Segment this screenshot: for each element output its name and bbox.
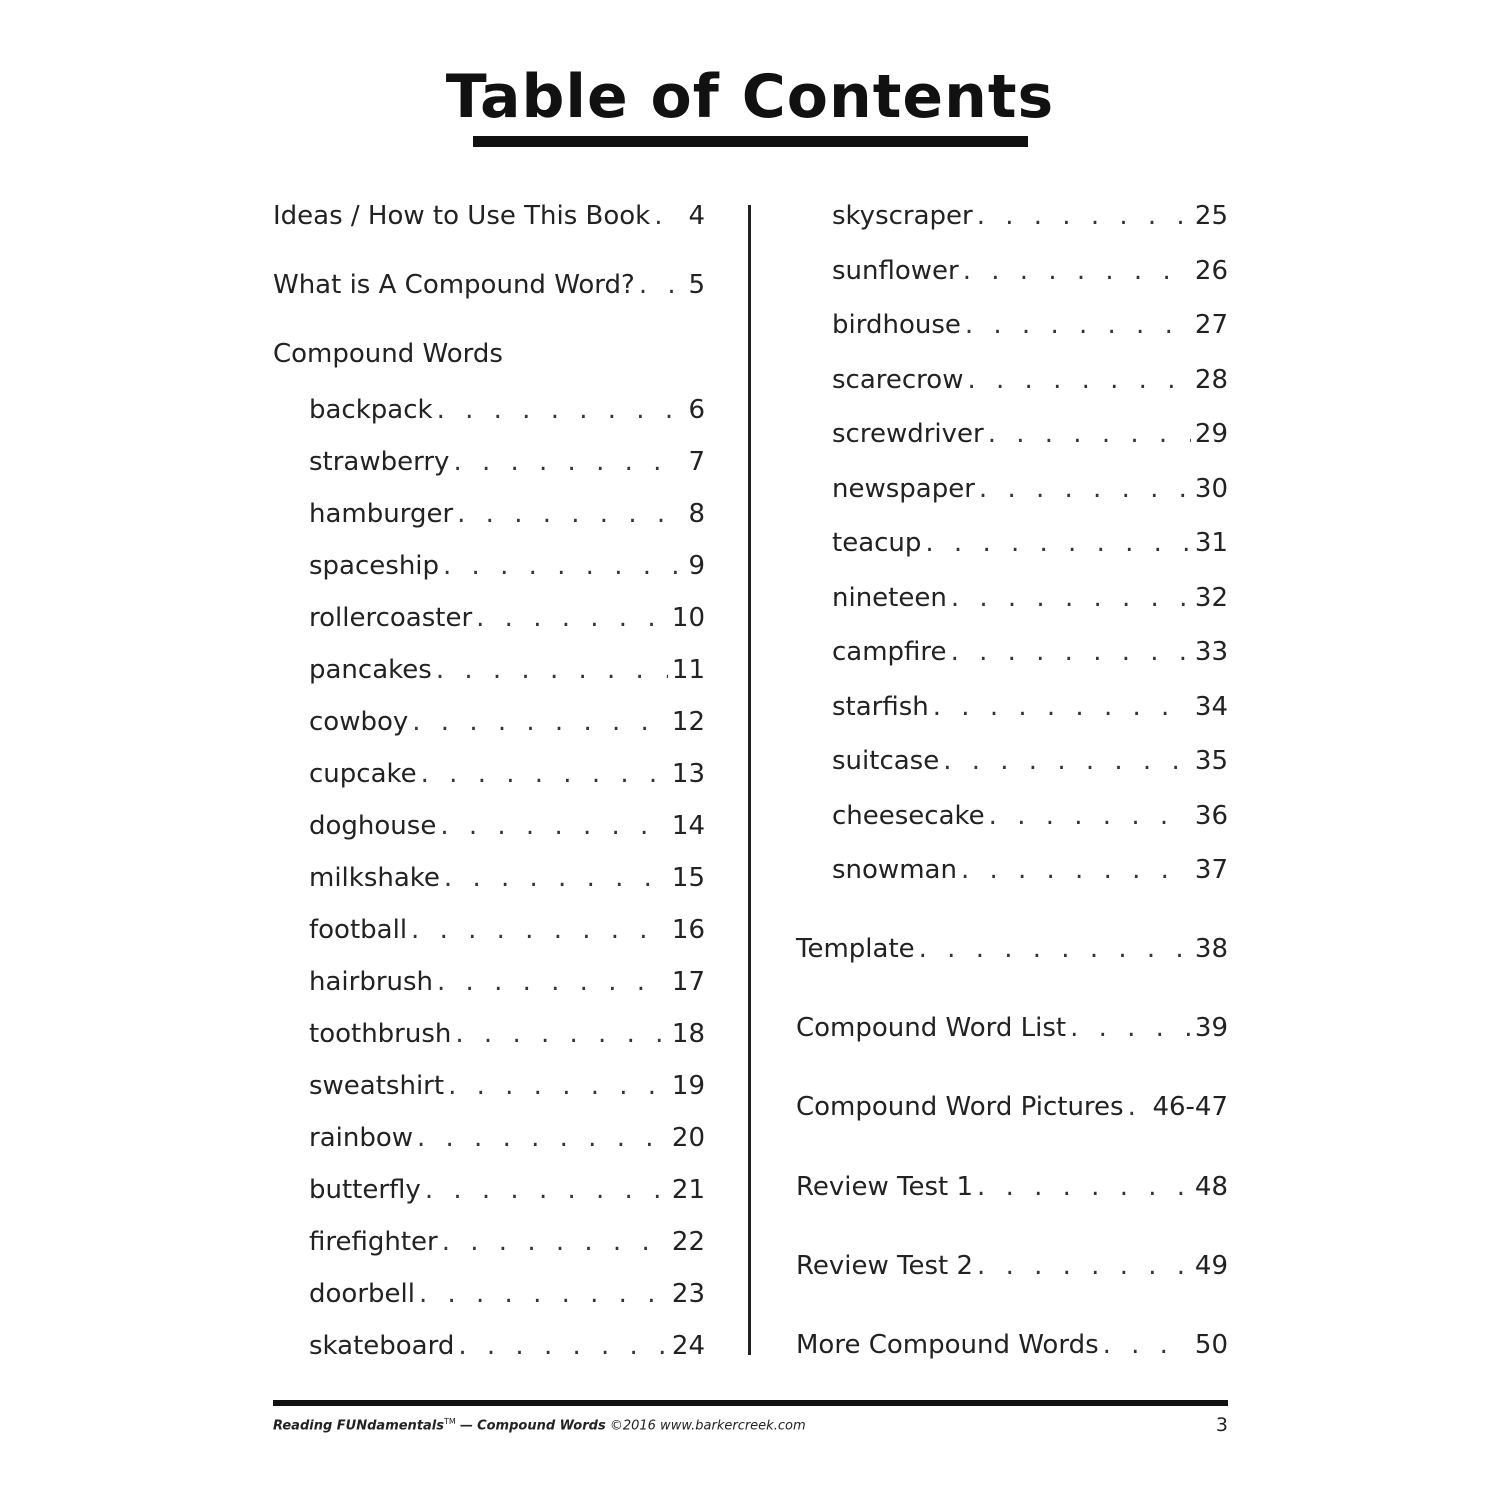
leader-dots xyxy=(436,653,668,687)
leader-dots xyxy=(933,690,1191,724)
toc-entry-label: Ideas / How to Use This Book xyxy=(273,201,651,231)
toc-entry-page: 18 xyxy=(671,1019,705,1049)
page-title: Table of Contents xyxy=(445,62,1055,132)
toc-entry[interactable] xyxy=(832,799,1228,833)
toc-entry-label: sunflower xyxy=(832,256,959,286)
toc-entry-page: 23 xyxy=(671,1279,705,1309)
leader-dots xyxy=(421,757,668,791)
toc-entry-page: 6 xyxy=(688,395,705,425)
leader-dots xyxy=(925,526,1191,560)
toc-entry[interactable] xyxy=(309,861,705,895)
toc-entry-page: 34 xyxy=(1194,692,1228,722)
toc-entry-label: skateboard xyxy=(309,1331,455,1361)
toc-entry[interactable] xyxy=(309,445,705,479)
toc-entry-page: 17 xyxy=(671,967,705,997)
toc-entry-label: Review Test 2 xyxy=(796,1251,974,1281)
toc-entry-page: 16 xyxy=(671,915,705,945)
leader-dots xyxy=(943,744,1191,778)
toc-entry[interactable] xyxy=(309,757,705,791)
toc-entry-page: 8 xyxy=(688,499,705,529)
toc-entry[interactable] xyxy=(309,549,705,583)
toc-entry[interactable] xyxy=(309,1329,705,1363)
toc-entry[interactable] xyxy=(832,744,1228,778)
toc-entry-label: milkshake xyxy=(309,863,440,893)
toc-entry-label: newspaper xyxy=(832,474,975,504)
toc-entry-page: 12 xyxy=(671,707,705,737)
leader-dots xyxy=(458,1329,668,1363)
toc-entry-label: What is A Compound Word? xyxy=(273,270,635,300)
toc-entry-label: campfire xyxy=(832,637,947,667)
toc-entry[interactable] xyxy=(832,690,1228,724)
toc-entry-label: cupcake xyxy=(309,759,417,789)
leader-dots xyxy=(919,932,1191,966)
toc-entry[interactable] xyxy=(309,705,705,739)
leader-dots xyxy=(967,363,1190,397)
toc-entry-page: 25 xyxy=(1194,201,1228,231)
toc-entry[interactable] xyxy=(309,913,705,947)
toc-entry[interactable] xyxy=(309,1173,705,1207)
leader-dots xyxy=(444,861,668,895)
leader-dots xyxy=(411,913,668,947)
leader-dots xyxy=(977,1170,1191,1204)
toc-entry-page: 36 xyxy=(1194,801,1228,831)
toc-entry-page: 21 xyxy=(671,1175,705,1205)
toc-entry-page: 35 xyxy=(1194,746,1228,776)
toc-entry-page: 37 xyxy=(1194,855,1228,885)
toc-entry[interactable] xyxy=(309,1017,705,1051)
leader-dots xyxy=(989,799,1191,833)
toc-entry[interactable] xyxy=(832,363,1228,397)
leader-dots xyxy=(437,393,685,427)
column-divider xyxy=(748,205,751,1355)
toc-entry-page: 7 xyxy=(688,447,705,477)
footer xyxy=(273,1417,806,1433)
leader-dots xyxy=(961,853,1191,887)
leader-dots xyxy=(440,809,668,843)
toc-entry[interactable] xyxy=(832,308,1228,342)
toc-entry[interactable] xyxy=(309,1121,705,1155)
toc-entry-label: scarecrow xyxy=(832,365,964,395)
toc-entry[interactable] xyxy=(796,1090,1228,1124)
toc-entry-page: 38 xyxy=(1194,934,1228,964)
leader-dots xyxy=(977,199,1191,233)
footer-series: Reading FUNdamentals xyxy=(273,1418,444,1434)
leader-dots xyxy=(951,581,1191,615)
toc-entry-label: Compound Word List xyxy=(796,1013,1067,1043)
leader-dots xyxy=(988,417,1191,451)
toc-entry-page: 46-47 xyxy=(1152,1092,1228,1122)
toc-entry-page: 31 xyxy=(1194,528,1228,558)
toc-entry-label: butterfly xyxy=(309,1175,421,1205)
toc-entry-label: nineteen xyxy=(832,583,947,613)
toc-entry-label: suitcase xyxy=(832,746,940,776)
leader-dots xyxy=(419,1277,668,1311)
leader-dots xyxy=(1070,1011,1191,1045)
toc-entry-page: 13 xyxy=(671,759,705,789)
toc-entry[interactable] xyxy=(309,601,705,635)
toc-entry[interactable] xyxy=(832,417,1228,451)
leader-dots xyxy=(979,472,1191,506)
toc-entry-page: 29 xyxy=(1194,419,1228,449)
toc-entry-page: 24 xyxy=(671,1331,705,1361)
toc-entry-label: doghouse xyxy=(309,811,437,841)
toc-entry[interactable] xyxy=(796,1170,1228,1204)
toc-entry[interactable] xyxy=(796,1011,1228,1045)
toc-entry-label: snowman xyxy=(832,855,957,885)
toc-entry-label: backpack xyxy=(309,395,433,425)
toc-entry-label: More Compound Words xyxy=(796,1330,1099,1360)
toc-entry[interactable] xyxy=(309,1277,705,1311)
toc-entry-label: Review Test 1 xyxy=(796,1172,974,1202)
toc-entry-label: firefighter xyxy=(309,1227,438,1257)
leader-dots xyxy=(425,1173,668,1207)
toc-entry-page: 33 xyxy=(1194,637,1228,667)
toc-entry[interactable] xyxy=(832,853,1228,887)
leader-dots xyxy=(417,1121,668,1155)
leader-dots xyxy=(476,601,668,635)
toc-entry[interactable] xyxy=(832,581,1228,615)
toc-entry-page: 22 xyxy=(671,1227,705,1257)
toc-entry-page: 5 xyxy=(688,270,705,300)
trademark: TM xyxy=(444,1417,456,1426)
leader-dots xyxy=(654,199,684,233)
toc-entry-label: starfish xyxy=(832,692,929,722)
leader-dots xyxy=(639,268,685,302)
toc-entry-label: teacup xyxy=(832,528,922,558)
toc-entry-page: 39 xyxy=(1194,1013,1228,1043)
leader-dots xyxy=(455,1017,668,1051)
toc-entry-page: 27 xyxy=(1194,310,1228,340)
toc-entry-page: 14 xyxy=(671,811,705,841)
toc-entry[interactable] xyxy=(832,526,1228,560)
toc-entry-label: sweatshirt xyxy=(309,1071,445,1101)
toc-entry[interactable] xyxy=(832,199,1228,233)
section-heading: Compound Words xyxy=(273,339,503,369)
toc-entry-label: rollercoaster xyxy=(309,603,473,633)
toc-entry-page: 4 xyxy=(688,201,705,231)
toc-entry[interactable] xyxy=(309,1069,705,1103)
toc-entry[interactable] xyxy=(832,635,1228,669)
leader-dots xyxy=(457,497,684,531)
toc-entry-label: spaceship xyxy=(309,551,440,581)
toc-entry-page: 15 xyxy=(671,863,705,893)
toc-entry[interactable] xyxy=(832,254,1228,288)
toc-entry-label: skyscraper xyxy=(832,201,973,231)
toc-entry[interactable] xyxy=(309,653,705,687)
footer-dash: — xyxy=(459,1418,473,1434)
toc-entry-label: toothbrush xyxy=(309,1019,452,1049)
leader-dots xyxy=(453,445,684,479)
page-number: 3 xyxy=(1215,1414,1228,1436)
toc-entry[interactable] xyxy=(309,1225,705,1259)
footer-rule xyxy=(273,1400,1228,1406)
leader-dots xyxy=(412,705,668,739)
toc-entry-page: 19 xyxy=(671,1071,705,1101)
toc-entry-label: football xyxy=(309,915,408,945)
title-underline xyxy=(473,136,1028,147)
toc-entry[interactable] xyxy=(309,393,705,427)
toc-entry-page: 11 xyxy=(671,655,705,685)
toc-entry[interactable] xyxy=(796,932,1228,966)
toc-entry-label: rainbow xyxy=(309,1123,413,1153)
toc-entry-page: 32 xyxy=(1194,583,1228,613)
leader-dots xyxy=(437,965,668,999)
toc-entry-label: doorbell xyxy=(309,1279,415,1309)
leader-dots xyxy=(448,1069,668,1103)
leader-dots xyxy=(963,254,1191,288)
toc-entry-label: hairbrush xyxy=(309,967,434,997)
toc-entry-label: Compound Word Pictures xyxy=(796,1092,1124,1122)
toc-entry-page: 28 xyxy=(1194,365,1228,395)
toc-entry[interactable] xyxy=(273,268,705,302)
toc-entry-page: 26 xyxy=(1194,256,1228,286)
toc-entry-label: pancakes xyxy=(309,655,432,685)
leader-dots xyxy=(1128,1090,1149,1124)
toc-entry-page: 49 xyxy=(1194,1251,1228,1281)
toc-entry[interactable] xyxy=(832,472,1228,506)
toc-entry-page: 20 xyxy=(671,1123,705,1153)
toc-entry-page: 50 xyxy=(1194,1330,1228,1360)
toc-entry[interactable] xyxy=(309,965,705,999)
footer-copyright: ©2016 www.barkercreek.com xyxy=(609,1418,806,1434)
leader-dots xyxy=(1103,1328,1191,1362)
toc-entry[interactable] xyxy=(273,199,705,233)
toc-entry-label: Template xyxy=(796,934,915,964)
toc-entry-label: strawberry xyxy=(309,447,450,477)
toc-entry-page: 30 xyxy=(1194,474,1228,504)
footer-book: Compound Words xyxy=(477,1418,606,1434)
leader-dots xyxy=(442,1225,668,1259)
toc-entry-label: hamburger xyxy=(309,499,454,529)
toc-entry-page: 10 xyxy=(671,603,705,633)
leader-dots xyxy=(965,308,1191,342)
toc-entry[interactable] xyxy=(309,497,705,531)
toc-entry[interactable] xyxy=(796,1328,1228,1362)
toc-entry-label: birdhouse xyxy=(832,310,961,340)
toc-entry-label: cowboy xyxy=(309,707,409,737)
toc-entry-label: cheesecake xyxy=(832,801,985,831)
leader-dots xyxy=(443,549,684,583)
toc-entry-page: 9 xyxy=(688,551,705,581)
toc-entry[interactable] xyxy=(796,1249,1228,1283)
toc-entry[interactable] xyxy=(309,809,705,843)
toc-entry-page: 48 xyxy=(1194,1172,1228,1202)
toc-entry-label: screwdriver xyxy=(832,419,984,449)
leader-dots xyxy=(977,1249,1191,1283)
leader-dots xyxy=(951,635,1191,669)
